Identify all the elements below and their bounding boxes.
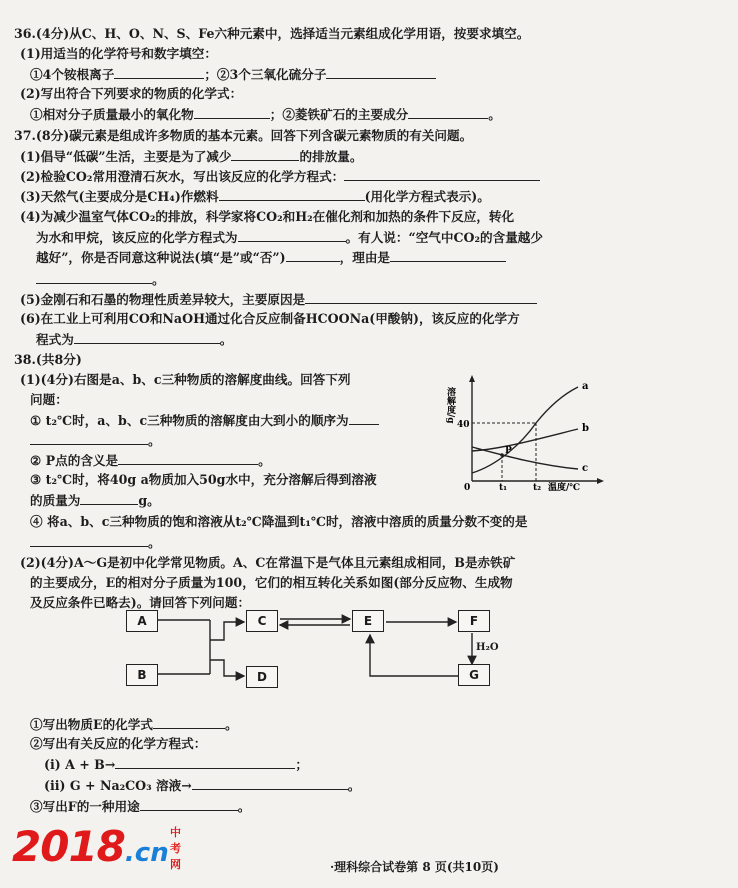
q36-title: 36.(4分)从C、H、O、N、S、Fe六种元素中，选择适当元素组成化学用语，按要求填空。 bbox=[14, 26, 530, 41]
q37-s2 bbox=[20, 168, 540, 185]
graph-label-p: P bbox=[505, 446, 512, 456]
answer-blank[interactable] bbox=[305, 291, 537, 304]
logo-tag: 中考网 bbox=[170, 826, 181, 871]
logo-suffix: .cn bbox=[124, 838, 169, 868]
answer-blank[interactable] bbox=[153, 716, 225, 729]
q38-p2h-text: ③写出F的一种用途 bbox=[30, 799, 140, 814]
answer-blank[interactable] bbox=[219, 188, 365, 201]
q38-p1d-text: ② P点的含义是 bbox=[30, 453, 119, 468]
q37-s4d-text: 越好”，你是否同意这种说法(填“是”或“否”) bbox=[36, 250, 286, 265]
q38-p1a: (1)(4分)右图是a、b、c三种物质的溶解度曲线。回答下列 bbox=[20, 372, 351, 387]
q38-p1d: ② P点的含义是 。 bbox=[30, 453, 271, 468]
answer-blank[interactable] bbox=[286, 249, 340, 262]
answer-blank[interactable] bbox=[326, 66, 436, 79]
answer-blank[interactable] bbox=[238, 229, 346, 242]
answer-blank[interactable] bbox=[192, 777, 348, 790]
q38-p2c: 及反应条件已略去)。请回答下列问题： bbox=[30, 595, 251, 610]
q38-p1b: 问题： bbox=[30, 392, 68, 407]
answer-blank[interactable] bbox=[80, 492, 138, 505]
q37-s5-text: (5)金刚石和石墨的物理性质差异较大，主要原因是 bbox=[20, 292, 306, 307]
site-logo bbox=[12, 822, 181, 871]
q36-sub2: (2)写出符合下列要求的物质的化学式： bbox=[20, 86, 243, 101]
h2o-label: H₂O bbox=[476, 642, 499, 653]
graph-t2: t₂ bbox=[533, 483, 542, 493]
answer-blank[interactable] bbox=[140, 798, 238, 811]
arrow-to-c bbox=[210, 622, 244, 640]
q37-s4d bbox=[36, 249, 506, 266]
q37-s4b bbox=[36, 229, 543, 246]
q37-s3 bbox=[20, 188, 490, 205]
q36-sub2-a: ①相对分子质量最小的氧化物 bbox=[30, 107, 194, 122]
q36-sub1-b: ；②3个三氧化硫分子 bbox=[204, 67, 327, 82]
q36-sub2-b: ；②菱铁矿石的主要成分 bbox=[269, 107, 409, 122]
point-p bbox=[500, 453, 504, 457]
answer-blank[interactable] bbox=[408, 106, 488, 119]
q37-s1 bbox=[20, 148, 362, 165]
q38-p2f-text: (i) A + B→ bbox=[44, 757, 116, 772]
q37-s5 bbox=[20, 291, 537, 308]
q37-s4b-text: 为水和甲烷，该反应的化学方程式为 bbox=[36, 230, 238, 245]
node-a: A bbox=[126, 610, 158, 632]
q38-p2h: ③写出F的一种用途 。 bbox=[30, 799, 251, 814]
node-e: E bbox=[352, 610, 384, 632]
q36-sub1-a: ①4个铵根离子 bbox=[30, 67, 115, 82]
arrow-g-e bbox=[370, 635, 458, 676]
q37-s1-text: (1)倡导“低碳”生活，主要是为了减少 bbox=[20, 149, 232, 164]
node-c: C bbox=[246, 610, 278, 632]
y-axis-arrow bbox=[469, 375, 475, 382]
q37-s6a: (6)在工业上可利用CO和NaOH通过化合反应制备HCOONa(甲酸钠)，该反应的化学方 bbox=[20, 311, 520, 326]
diagram-lines bbox=[118, 600, 498, 700]
node-b: B bbox=[126, 664, 158, 686]
q36-sub1: (1)用适当的化学符号和数字填空： bbox=[20, 46, 217, 61]
q37-s4-cont: 。 bbox=[36, 271, 165, 288]
q37-s4c-text: 。有人说：“空气中CO₂的含量越少 bbox=[345, 230, 543, 245]
q36-sub2-row: ①相对分子质量最小的氧化物 ；②菱铁矿石的主要成分 。 bbox=[30, 107, 501, 122]
answer-blank[interactable] bbox=[30, 534, 148, 547]
answer-blank[interactable] bbox=[390, 249, 506, 262]
curve-b bbox=[472, 429, 578, 451]
graph-y40: 40 bbox=[457, 420, 470, 430]
answer-blank[interactable] bbox=[74, 331, 220, 344]
q37-s3-tail: (用化学方程式表示)。 bbox=[364, 189, 490, 204]
graph-ylabel: 溶解度/g bbox=[445, 387, 455, 424]
q38-p1g: ④ 将a、b、c三种物质的饱和溶液从t₂℃降温到t₁℃时，溶液中溶质的质量分数不变的是 bbox=[30, 514, 528, 529]
q37-title: 37.(8分)碳元素是组成许多物质的基本元素。回答下列含碳元素物质的有关问题。 bbox=[14, 128, 473, 143]
answer-blank[interactable] bbox=[36, 271, 152, 284]
q38-p1c-cont: 。 bbox=[30, 432, 161, 449]
graph-xlabel: 温度/℃ bbox=[548, 483, 581, 493]
answer-blank[interactable] bbox=[30, 432, 148, 445]
logo-number: 2018 bbox=[12, 822, 125, 871]
solubility-graph bbox=[445, 373, 608, 493]
graph-label-b: b bbox=[582, 423, 589, 434]
q37-s6b: 程式为 。 bbox=[36, 332, 233, 347]
q37-s4a: (4)为减少温室气体CO₂的排放，科学家将CO₂和H₂在催化剂和加热的条件下反应，转化 bbox=[20, 209, 515, 224]
q36-sub1-row bbox=[30, 66, 436, 83]
graph-t1: t₁ bbox=[499, 483, 508, 493]
q38-p2g: (ii) G + Na₂CO₃ 溶液→ 。 bbox=[44, 778, 361, 793]
q38-p1f bbox=[30, 492, 160, 509]
q38-p2d: ①写出物质E的化学式 。 bbox=[30, 717, 238, 732]
graph-origin: 0 bbox=[464, 483, 471, 493]
q38-p1c-text: ① t₂℃时，a、b、c三种物质的溶解度由大到小的顺序为 bbox=[30, 413, 349, 428]
graph-label-a: a bbox=[582, 381, 589, 392]
answer-blank[interactable] bbox=[114, 66, 204, 79]
q38-p2e: ②写出有关反应的化学方程式： bbox=[30, 736, 207, 751]
q38-p2d-text: ①写出物质E的化学式 bbox=[30, 717, 153, 732]
arrow-to-d bbox=[210, 660, 244, 676]
node-g: G bbox=[458, 664, 490, 686]
q38-p2b: 的主要成分，E的相对分子质量为100，它们的相互转化关系如图(部分反应物、生成物 bbox=[30, 575, 513, 590]
q38-p1g-cont: 。 bbox=[30, 534, 161, 551]
q38-p1c bbox=[30, 412, 379, 429]
answer-blank[interactable] bbox=[115, 756, 295, 769]
q37-s2-text: (2)检验CO₂常用澄清石灰水，写出该反应的化学方程式： bbox=[20, 169, 345, 184]
q37-s4e-text: ，理由是 bbox=[339, 250, 391, 265]
q38-p1e: ③ t₂℃时，将40g a物质加入50g水中，充分溶解后得到溶液 bbox=[30, 472, 377, 487]
q38-p1f-unit: g。 bbox=[138, 493, 160, 508]
q38-p2g-text: (ii) G + Na₂CO₃ 溶液→ bbox=[44, 778, 192, 793]
answer-blank[interactable] bbox=[194, 106, 270, 119]
q38-p1f-text: 的质量为 bbox=[30, 493, 81, 508]
q38-p2f: (i) A + B→ ； bbox=[44, 757, 308, 772]
q37-s1-tail: 的排放量。 bbox=[299, 149, 363, 164]
answer-blank[interactable] bbox=[118, 452, 258, 465]
node-d: D bbox=[246, 666, 278, 688]
graph-label-c: c bbox=[582, 463, 589, 474]
q37-s3-text: (3)天然气(主要成分是CH₄)作燃料 bbox=[20, 189, 219, 204]
q38-p2a: (2)(4分)A～G是初中化学常见物质。A、C在常温下是气体且元素组成相同，B是赤铁矿 bbox=[20, 555, 516, 570]
answer-blank[interactable] bbox=[344, 168, 540, 181]
x-axis-arrow bbox=[597, 478, 604, 484]
page-footer: ·理科综合试卷第 8 页(共10页) bbox=[330, 860, 499, 874]
q38-title: 38.(共8分) bbox=[14, 352, 82, 367]
answer-blank[interactable] bbox=[349, 412, 379, 425]
q37-s6b-text: 程式为 bbox=[36, 332, 74, 347]
answer-blank[interactable] bbox=[231, 148, 299, 161]
node-f: F bbox=[458, 610, 490, 632]
